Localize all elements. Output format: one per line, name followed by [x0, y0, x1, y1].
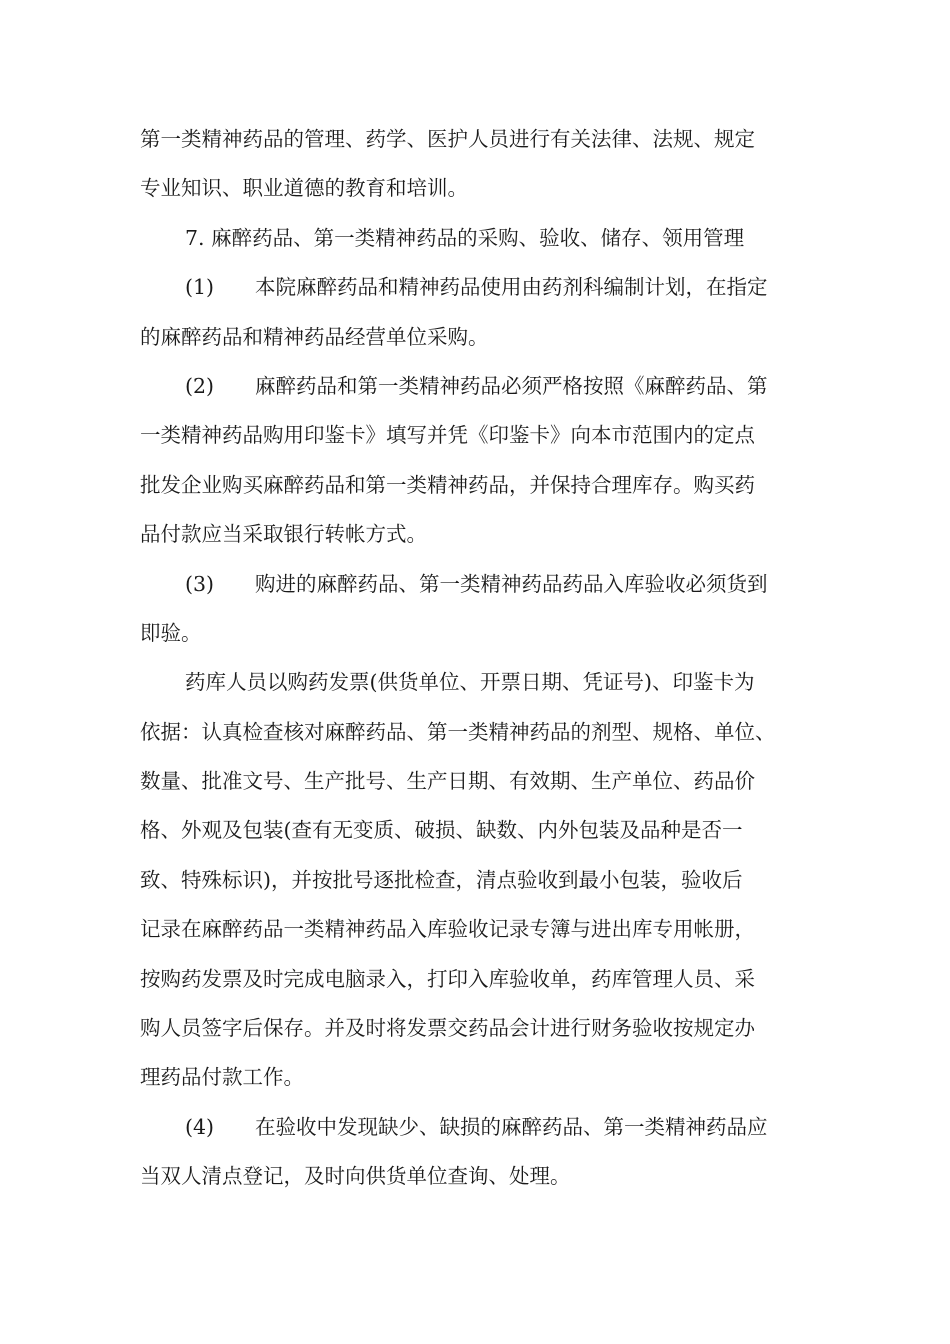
- item-number: (3): [185, 571, 215, 596]
- text-line: 数量、批准文号、生产批号、生产日期、有效期、生产单位、药品价: [140, 769, 755, 794]
- item-text: 麻醉药品和第一类精神药品必须严格按照《麻醉药品、第: [255, 373, 768, 398]
- text-line: 品付款应当采取银行转帐方式。: [140, 522, 427, 547]
- text-line: 当双人清点登记，及时向供货单位查询、处理。: [140, 1164, 571, 1189]
- item-1-line: [140, 263, 820, 312]
- item-2-line: [140, 362, 820, 411]
- text-line: 记录在麻醉药品一类精神药品入库验收记录专簿与进出库专用帐册，: [140, 917, 755, 942]
- item-text: 在验收中发现缺少、缺损的麻醉药品、第一类精神药品应: [255, 1114, 768, 1139]
- text-line: 致、特殊标识)，并按批号逐批检查，清点验收到最小包装，验收后: [140, 867, 743, 892]
- text-line: 即验。: [140, 620, 202, 645]
- text-line: 理药品付款工作。: [140, 1065, 304, 1090]
- item-4-line: [140, 1103, 820, 1152]
- item-number: (2): [185, 373, 215, 398]
- item-number: (4): [185, 1114, 215, 1139]
- item-text: 本院麻醉药品和精神药品使用由药剂科编制计划，在指定: [255, 275, 768, 300]
- text-line: 一类精神药品购用印鉴卡》填写并凭《印鉴卡》向本市范围内的定点: [140, 423, 755, 448]
- text-line: 购人员签字后保存。并及时将发票交药品会计进行财务验收按规定办: [140, 1016, 755, 1041]
- text-line: 批发企业购买麻醉药品和第一类精神药品，并保持合理库存。购买药: [140, 472, 755, 497]
- text-line: 按购药发票及时完成电脑录入，打印入库验收单，药库管理人员、采: [140, 966, 755, 991]
- text-line: 第一类精神药品的管理、药学、医护人员进行有关法律、法规、规定: [140, 127, 755, 151]
- text-line: 格、外观及包装(查有无变质、破损、缺数、内外包装及品种是否一: [140, 818, 743, 843]
- document-body: [140, 115, 820, 1202]
- item-number: (1): [185, 275, 215, 300]
- text-line: 专业知识、职业道德的教育和培训。: [140, 176, 468, 201]
- section-heading: 7. 麻醉药品、第一类精神药品的采购、验收、储存、领用管理: [185, 225, 745, 250]
- text-line: 的麻醉药品和精神药品经营单位采购。: [140, 324, 489, 349]
- item-text: 购进的麻醉药品、第一类精神药品药品入库验收必须货到: [255, 571, 768, 596]
- item-3-line: [140, 560, 820, 609]
- text-line: 依据：认真检查核对麻醉药品、第一类精神药品的剂型、规格、单位、: [140, 719, 776, 744]
- paragraph-first-line: 药库人员以购药发票(供货单位、开票日期、凭证号)、印鉴卡为: [185, 670, 755, 695]
